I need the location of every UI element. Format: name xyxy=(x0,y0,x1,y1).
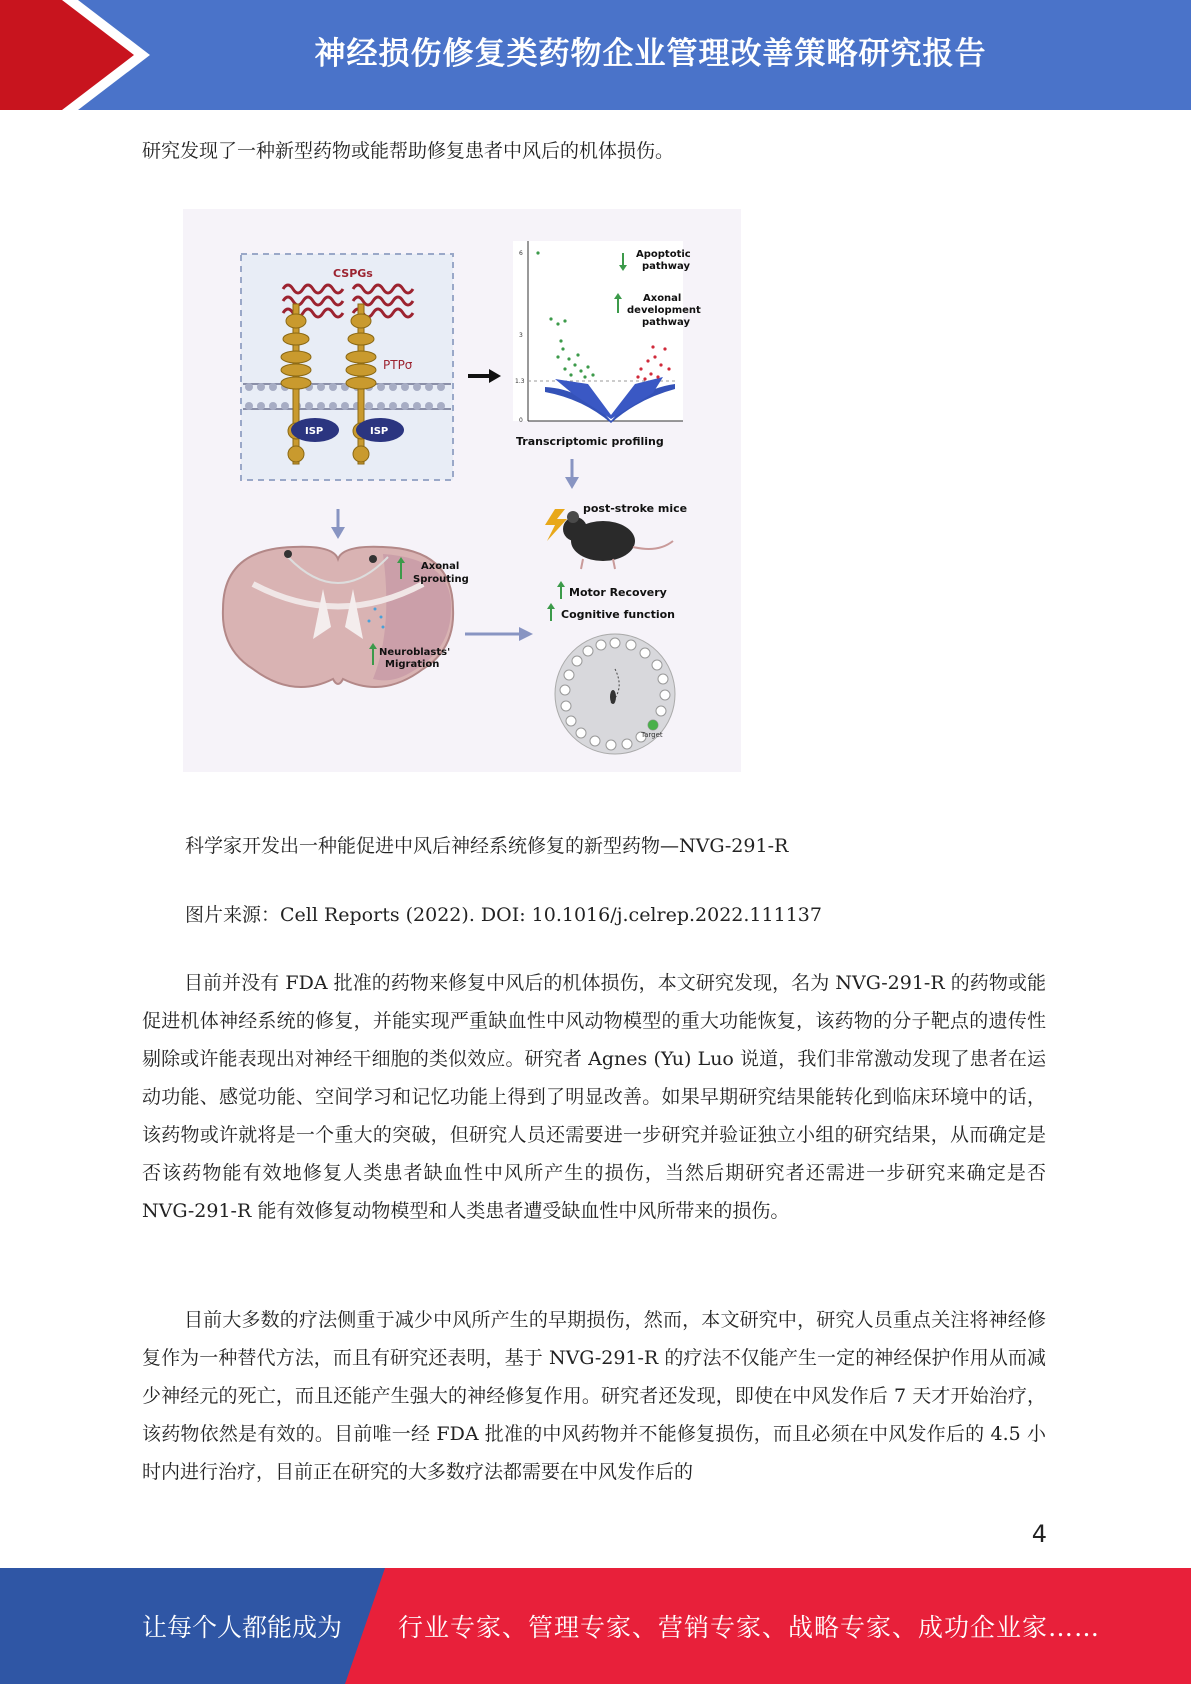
post-stroke-mice-label: post-stroke mice xyxy=(583,502,688,515)
volcano-tick-6: 6 xyxy=(519,250,523,257)
page-number: 4 xyxy=(1031,1520,1047,1548)
axonal-label: Axonal xyxy=(643,293,682,304)
header-chevron-decoration xyxy=(0,0,150,110)
figure-source: 图片来源：Cell Reports (2022). DOI: 10.1016/j.celrep.2022.111137 xyxy=(185,904,822,926)
volcano-tick-0: 0 xyxy=(519,417,523,424)
header-title: 神经损伤修复类药物企业管理改善策略研究报告 xyxy=(314,35,987,72)
footer-slogan-right: 行业专家、管理专家、营销专家、战略专家、成功企业家…… xyxy=(398,1613,1101,1642)
body-paragraph-1: 目前并没有 FDA 批准的药物来修复中风后的机体损伤，本文研究发现，名为 NVG-291-R 的药物或能促进机体神经系统的修复，并能实现严重缺血性中风动物模型的重大功能恢复，该药物的分子靶点的遗传性剔除或许能表现出对神经干细胞的类似效应。研究者 Agnes (Yu) Luo 说道，我们非常激动发现了患者在运动功能、感觉功能、空间学习和记忆功能上得到了明显改善。如果早期研究结果能转化到临床环境中的话，该药物或许就将是一个重大的突破，但研究人员还需要进一步研究并验证独立小组的研究结果，从而确定是否该药物能有效地修复人类患者缺血性中风所产生的损伤，当然后期研究者还需进一步研究来确定是否 NVG-291-R 能有效修复动物模型和人类患者遭受缺血性中风所带来的损伤。 xyxy=(142,972,1046,1222)
axonal-development-label: development xyxy=(627,305,701,316)
page-footer xyxy=(0,1568,1191,1684)
cognitive-function-label: Cognitive function xyxy=(561,608,675,621)
figure-caption: 科学家开发出一种能促进中风后神经系统修复的新型药物—NVG-291-R xyxy=(185,835,789,857)
page-header xyxy=(0,0,1191,110)
isp-label-1: ISP xyxy=(305,426,324,437)
footer-slogan-left: 让每个人都能成为 xyxy=(142,1613,343,1642)
research-figure xyxy=(183,209,741,772)
intro-text: 研究发现了一种新型药物或能帮助修复患者中风后的机体损伤。 xyxy=(142,140,675,162)
ptp-label: PTPσ xyxy=(383,358,413,372)
sprouting-label: Sprouting xyxy=(413,574,469,585)
arrow-down-icon-2 xyxy=(331,509,345,539)
cspgs-label: CSPGs xyxy=(333,267,373,280)
apoptotic-label: Apoptotic xyxy=(636,249,691,260)
transcriptomic-label: Transcriptomic profiling xyxy=(516,435,664,448)
arrow-right-icon xyxy=(468,369,501,383)
migration-label: Migration xyxy=(385,659,440,670)
figure-illustration xyxy=(183,209,741,772)
neuroblasts-label: Neuroblasts' xyxy=(379,647,451,658)
body-paragraph-2: 目前大多数的疗法侧重于减少中风所产生的早期损伤，然而，本文研究中，研究人员重点关注将神经修复作为一种替代方法，而且有研究还表明，基于 NVG-291-R 的疗法不仅能产生一定的神经保护作用从而减少神经元的死亡，而且还能产生强大的神经修复作用。研究者还发现，即使在中风发作后 7 天才开始治疗，该药物依然是有效的。目前唯一经 FDA 批准的中风药物并不能修复损伤，而且必须在中风发作后的 4.5 小时内进行治疗，目前正在研究的大多数疗法都需要在中风发作后的 xyxy=(142,1309,1046,1483)
maze-target-label: Target xyxy=(641,731,663,739)
axonal-pathway-label: pathway xyxy=(642,317,691,328)
volcano-tick-1-3: 1.3 xyxy=(515,378,525,385)
motor-recovery-label: Motor Recovery xyxy=(569,586,667,599)
arrow-up-green-icon-4 xyxy=(557,581,565,599)
apoptotic-pathway-label: pathway xyxy=(642,261,691,272)
volcano-tick-3: 3 xyxy=(519,332,523,339)
arrow-down-icon xyxy=(565,459,579,489)
isp-label-2: ISP xyxy=(370,426,389,437)
mouse-icon xyxy=(563,511,673,569)
barnes-maze xyxy=(555,634,675,754)
axonal-sprouting-label: Axonal xyxy=(421,561,460,572)
arrow-up-green-icon-5 xyxy=(547,603,555,621)
arrow-right-icon-2 xyxy=(465,627,533,641)
